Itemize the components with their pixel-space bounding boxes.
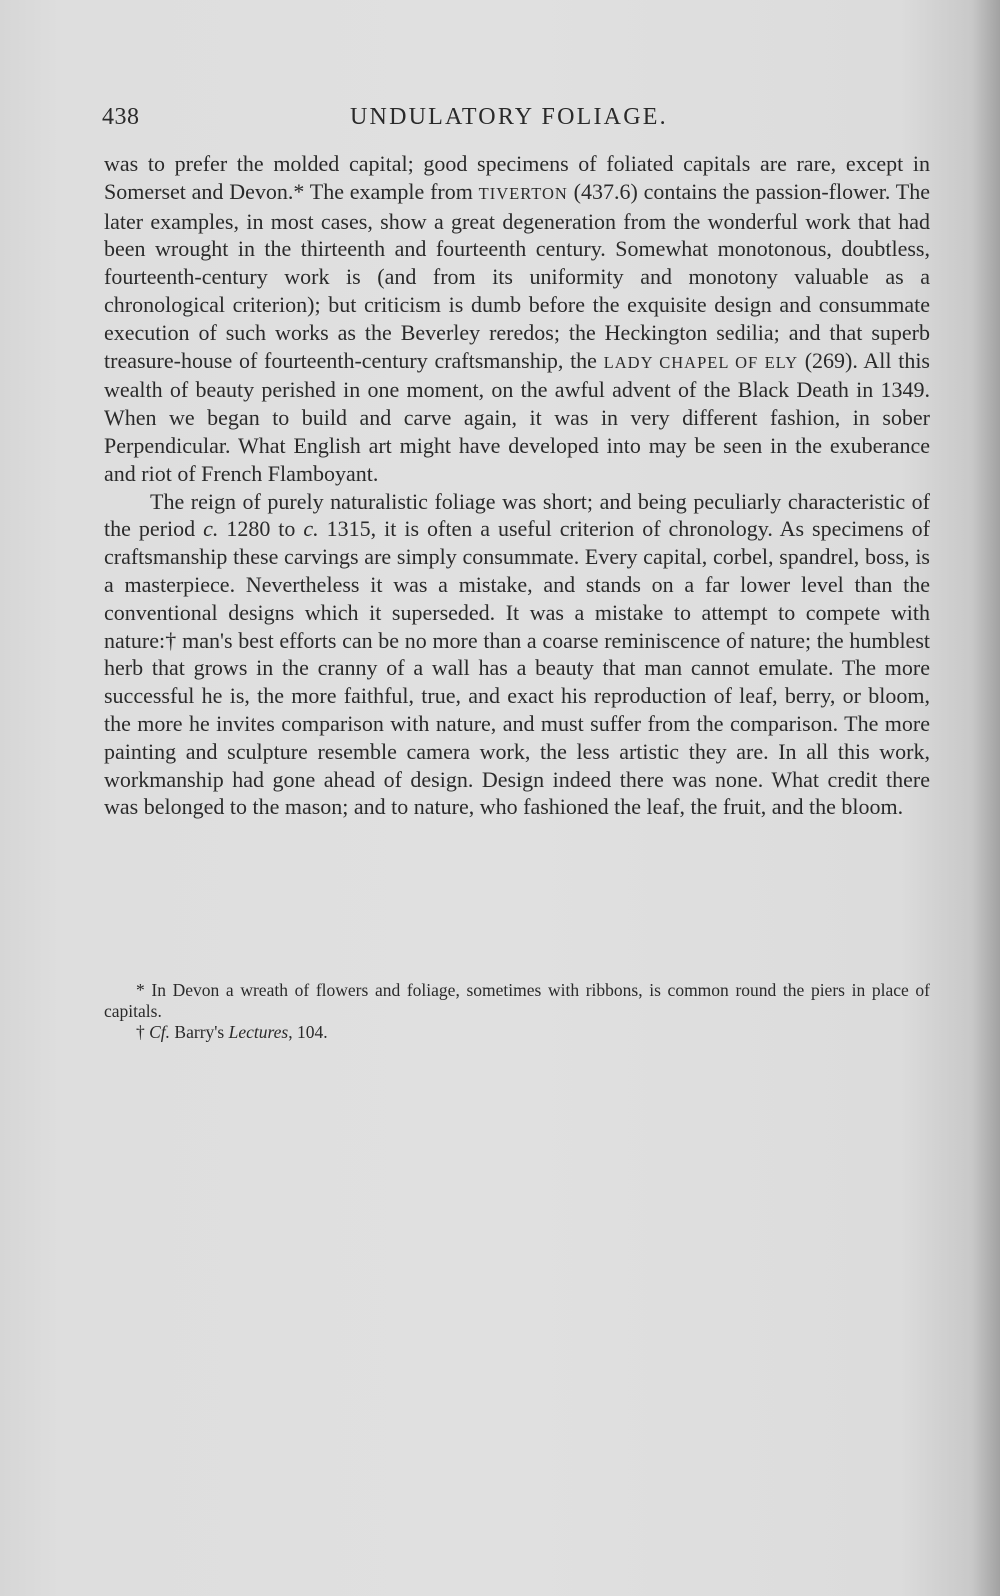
place-name-tiverton: TIVERTON bbox=[478, 183, 568, 203]
paragraph-2 bbox=[104, 488, 930, 822]
footnote-dagger-text: Barry's bbox=[170, 1022, 229, 1042]
chapter-title: UNDULATORY FOLIAGE. bbox=[350, 104, 668, 130]
footnotes bbox=[104, 980, 930, 1043]
dagger-mark: † bbox=[136, 1022, 150, 1042]
footnote-dagger bbox=[104, 1022, 930, 1043]
footnote-dagger-page: , 104. bbox=[288, 1022, 328, 1042]
place-name-lady-chapel-of-ely: LADY CHAPEL OF ELY bbox=[603, 352, 798, 372]
circa-abbrev: c. bbox=[303, 516, 319, 542]
paragraph-1-text-c: (269). All this wealth of beauty perished in one moment, on the awful advent of the Black Death in 1349. When we began to build and carve again, it was in very different fashion, in sober Perpendicular. What English art might have developed into may be seen in the exuberance and riot of French Flamboyant. bbox=[104, 347, 930, 486]
paragraph-2-text-a: The reign of purely naturalistic foliage was short; and being peculiarly characteristic of the period bbox=[104, 488, 930, 542]
paragraph-1 bbox=[104, 150, 930, 488]
page-number: 438 bbox=[102, 104, 140, 130]
circa-abbrev: c. bbox=[203, 516, 219, 542]
paragraph-2-text-c: 1315, it is often a useful criterion of chronology. As specimens of craftsmanship these carvings are simply consummate. Every capital, corbel, spandrel, boss, is a masterpiece. Nevertheless it was a mistake, and stands on a far lower level than the conventional designs which it superseded. It was a mistake to attempt to compete with nature:† man's best efforts can be no more than a coarse reminiscence of nature; the humblest herb that grows in the cranny of a wall has a beauty that man cannot emulate. The more successful he is, the more faithful, true, and exact his reproduction of leaf, berry, or bloom, the more he invites comparison with nature, and must suffer from the comparison. The more painting and sculpture resemble camera work, the less artistic they are. In all this work, workmanship had gone ahead of design. Design indeed there was none. What credit there was belonged to the mason; and to nature, who fashioned the leaf, the fruit, and the bloom. bbox=[104, 516, 930, 820]
running-head bbox=[102, 104, 932, 136]
paragraph-1-text-b: (437.6) contains the passion-flower. The later examples, in most cases, show a great degeneration from the wonderful work that had been wrought in the thirteenth and fourteenth century. Somewhat monotonous, doubtless, fourteenth-century work is (and from its uniformity and monotony valuable as a chronological criterion); but criticism is dumb before the exquisite design and consummate execution of such works as the Beverley reredos; the Heckington sedilia; and that superb treasure-house of fourteenth-century craftsmanship, the bbox=[104, 178, 930, 373]
body-text bbox=[104, 150, 930, 821]
cf-abbrev: Cf. bbox=[149, 1022, 171, 1042]
paragraph-1-text-a: was to prefer the molded capital; good specimens of foliated capitals are rare, except in Somerset and Devon.* The example from bbox=[104, 151, 930, 204]
footnote-asterisk: * In Devon a wreath of flowers and foliage, sometimes with ribbons, is common round the piers in place of capitals. bbox=[104, 980, 930, 1021]
paragraph-2-text-b: 1280 to bbox=[218, 516, 304, 542]
page-edge-shadow bbox=[972, 0, 1000, 1596]
lectures-title: Lectures bbox=[228, 1022, 289, 1042]
